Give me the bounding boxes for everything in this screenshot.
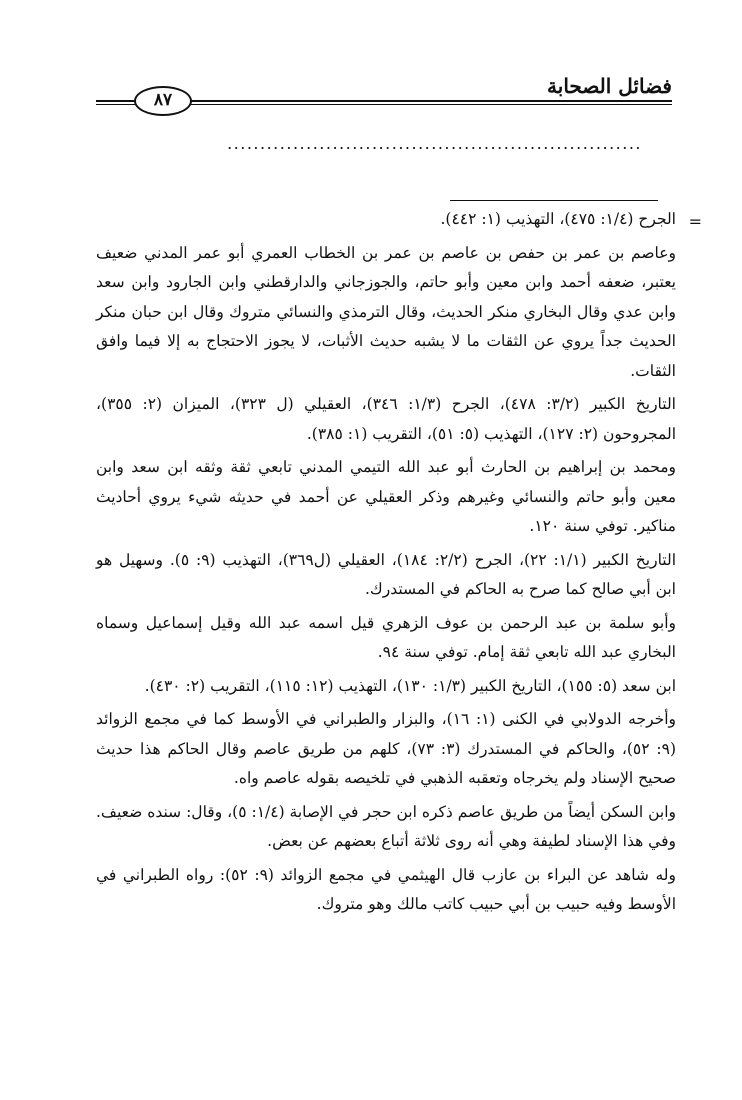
page-number: ٨٧ [134,86,192,116]
footnote-paragraph: وأبو سلمة بن عبد الرحمن بن عوف الزهري قيل اسمه عبد الله وقيل إسماعيل وسماه البخاري عبد الله تابعي ثقة إمام. توفي سنة ٩٤. [96,613,676,661]
footnote-separator [450,200,658,201]
footnote-paragraph: ابن سعد (٥: ١٥٥)، التاريخ الكبير (١/٣: ١٣٠)، التهذيب (١٢: ١١٥)، التقريب (٢: ٤٣٠). [144,676,676,695]
footnote-paragraph: وابن السكن أيضاً من طريق عاصم ذكره ابن حجر في الإصابة (١/٤: ٥)، وقال: سنده ضعيف. وفي هذا الإسناد لطيفة وهي أنه روى ثلاثة أتباع بعضهم عن بعض. [96,802,677,850]
continuation-mark: = [688,212,702,231]
footnote-paragraph [96,205,702,235]
footnote-paragraph: وله شاهد عن البراء بن عازب قال الهيثمي في مجمع الزوائد (٩: ٥٢): رواه الطبراني في الأوسط وفيه حبيب بن أبي حبيب كاتب مالك وهو متروك. [96,865,676,913]
footnote-paragraph: وعاصم بن عمر بن حفص بن عاصم بن عمر بن الخطاب العمري أبو عمر المدني ضعيف يعتبر، ضعفه أحمد وابن معين وأبو حاتم، والجوزجاني والدارقطني وابن الجارود وابن سعد وابن عدي وقال البخاري منكر الحديث، وقال الترمذي والنسائي متروك وقال ابن حبان منكر الحديث جداً يروي عن الثقات ما لا يشبه حديث الأثبات، لا يجوز الاحتجاج به إلا فيما وافق الثقات. [96,243,676,380]
footnotes [96,205,702,924]
footnote-paragraph: وأخرجه الدولابي في الكنى (١: ١٦)، والبزار والطبراني في الأوسط كما في مجمع الزوائد (٩: ٥٢)، والحاكم في المستدرك (٣: ٧٣)، كلهم من طريق عاصم وقال الحاكم هذا حديث صحيح الإسناد ولم يخرجاه وتعقبه الذهبي في تلخيصه بقوله عاصم واه. [96,710,677,787]
footnote-paragraph: ومحمد بن إبراهيم بن الحارث أبو عبد الله التيمي المدني تابعي ثقة وثقه ابن سعد وابن معين وأبو حاتم والنسائي وغيرهم وذكر العقيلي عن أحمد في حديثه شيء يروي أحاديث مناكير. توفي سنة ١٢٠. [96,458,676,535]
footnote-paragraph: التاريخ الكبير (١/١: ٢٢)، الجرح (٢/٢: ١٨٤)، العقيلي (ل٣٦٩)، التهذيب (٩: ٥). وسهيل هو ابن أبي صالح كما صرح به الحاكم في المستدرك. [96,550,677,598]
footnote-text: الجرح (١/٤: ٤٧٥)، التهذيب (١: ٤٤٢). [440,210,676,228]
page-header [96,72,672,108]
running-title: فضائل الصحابة [547,74,672,98]
footnote-paragraph: التاريخ الكبير (٣/٢: ٤٧٨)، الجرح (١/٣: ٣٤٦)، العقيلي (ل ٣٢٣)، الميزان (٢: ٣٥٥)، المجروحون (٢: ١٢٧)، التهذيب (٥: ٥١)، التقريب (١: ٣٨٥). [96,395,676,443]
dotted-line: ............................................................... [227,134,642,153]
